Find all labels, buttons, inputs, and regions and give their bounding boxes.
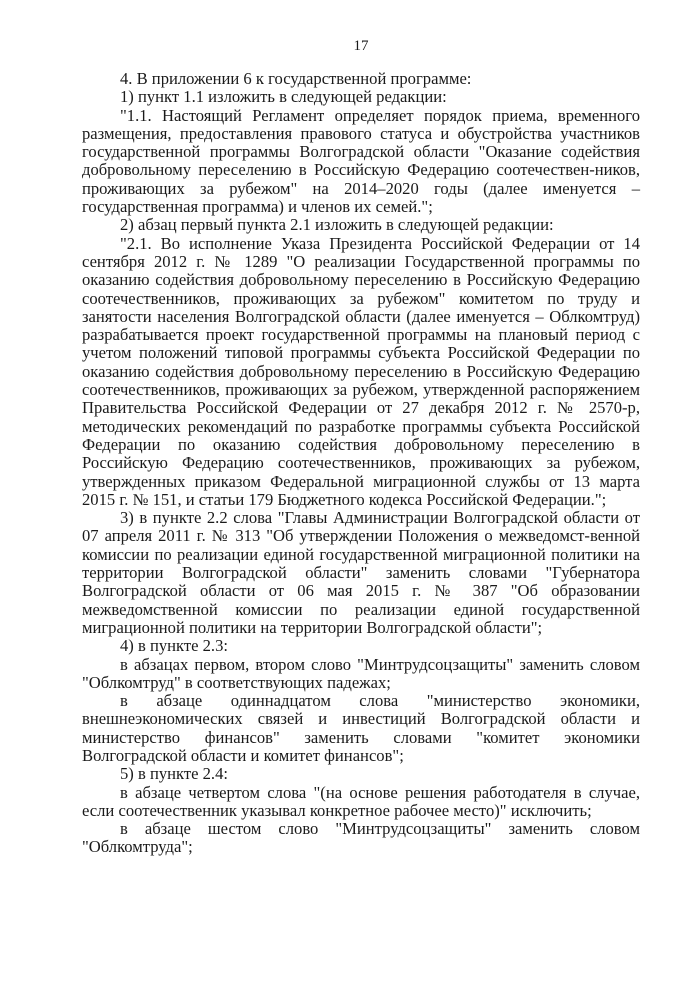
paragraph-11: в абзаце четвертом слова "(на основе решения работодателя в случае, если соотечественник указывал конкретное рабочее место)" исключить; <box>82 782 640 820</box>
paragraph-10: 5) в пункте 2.4: <box>120 764 228 784</box>
paragraph-5: "2.1. Во исполнение Указа Президента Российской Федерации от 14 сентября 2012 г. № 1289 "О реализации Государственной программы по оказанию содействия добровольному переселению в Российскую Федерацию соотечественников, проживающих за рубежом" комитетом по труду и занятости населения Волгоградской области (далее именуется – Облкомтруд) разрабатывается проект государственной программы на плановый период с учетом положений типовой программы субъекта Российской Федерации по оказанию содействия добровольному переселению в Российскую Федерацию соотечественников, проживающих за рубежом, утвержденной распоряжением Правительства Российской Федерации от 27 декабря 2012 г. № 2570-р, методических рекомендаций по разработке программы субъекта Российской Федерации по оказанию содействия добровольному переселению в Российскую Федерацию соотечественников, проживающих за рубежом, утвержденных приказом Федеральной миграционной службы от 13 марта 2015 г. № 151, и статьи 179 Бюджетного кодекса Российской Федерации."; <box>82 233 640 509</box>
paragraph-6: 3) в пункте 2.2 слова "Главы Администрации Волгоградской области от 07 апреля 2011 г. № 313 "Об утверждении Положения о межведомст-венной комиссии по реализации единой государственной миграционной политики на территории Волгоградской области" заменить словами "Губернатора Волгоградской области от 06 мая 2015 г. № 387 "Об образовании межведомственной комиссии по реализации единой государственной миграционной политики на территории Волгоградской области"; <box>82 508 640 637</box>
paragraph-9: в абзаце одиннадцатом слова "министерство экономики, внешнеэкономических связей и инвестиций Волгоградской области и министерство финансов" заменить словами "комитет экономики Волгоградской области и комитет финансов"; <box>82 691 640 765</box>
paragraph-1: 4. В приложении 6 к государственной программе: <box>120 69 472 88</box>
paragraph-3: "1.1. Настоящий Регламент определяет порядок приема, временного размещения, предоставления правового статуса и обустройства участников государственной программы Волгоградской области "Оказание содействия добровольному переселению в Российскую Федерацию соотечествен-ников, проживающих за рубежом" на 2014–2020 годы (далее именуется – государственная программа) и членов их семей."; <box>82 105 640 217</box>
paragraph-8: в абзацах первом, втором слово "Минтрудсоцзащиты" заменить словом "Облкомтруд" в соответствующих падежах; <box>82 654 640 692</box>
paragraph-7: 4) в пункте 2.3: <box>120 636 228 656</box>
paragraph-4: 2) абзац первый пункта 2.1 изложить в следующей редакции: <box>120 215 554 235</box>
page-number: 17 <box>353 38 369 54</box>
paragraph-12: в абзаце шестом слово "Минтрудсоцзащиты" заменить словом "Облкомтруда"; <box>82 819 640 857</box>
paragraph-2: 1) пункт 1.1 изложить в следующей редакции: <box>120 87 447 107</box>
